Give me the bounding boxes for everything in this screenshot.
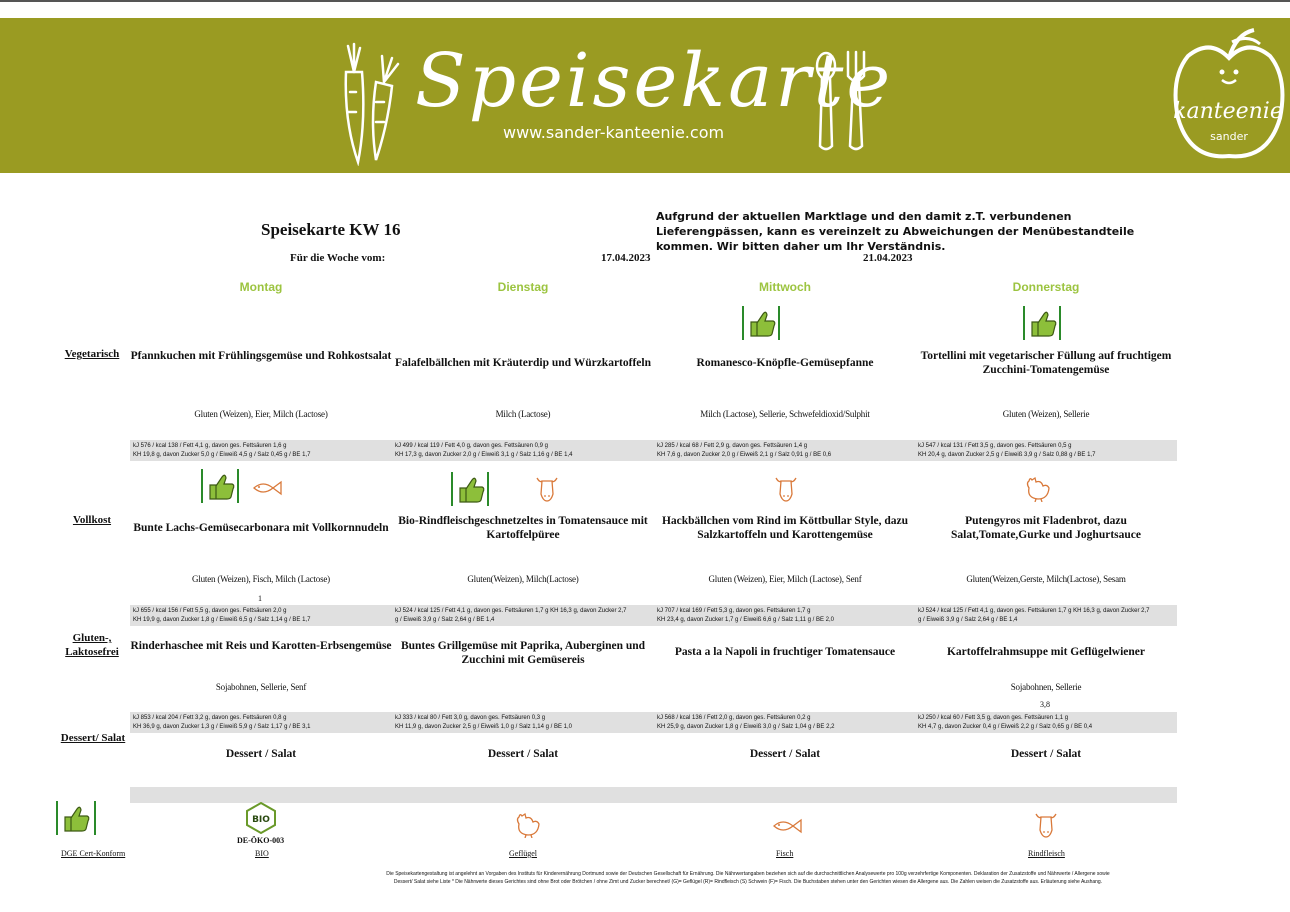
kanteenie-logo xyxy=(1170,28,1288,168)
dish-veg-tuesday: Falafelbällchen mit Kräuterdip und Würzkartoffeln xyxy=(395,357,651,369)
nutrition-vollkost-thursday: kJ 524 / kcal 125 / Fett 4,1 g, davon ges. Fettsäuren 1,7 g KH 16,3 g, davon Zucker 2,7 g / Eiweiß 3,9 g / Salz 2,64 g / BE 1,4 xyxy=(918,608,1150,623)
dish-glutenfree-wednesday: Pasta a la Napoli in fruchtiger Tomatensauce xyxy=(674,646,896,658)
dge-badge xyxy=(1023,306,1061,340)
nutrition-vollkost-monday: kJ 655 / kcal 156 / Fett 5,5 g, davon ges. Fettsäuren 2,0 g KH 19,9 g, davon Zucker 1,8 g / Eiweiß 6,5 g / Salz 1,14 g / BE 1,7 xyxy=(133,608,311,623)
day-thursday: Donnerstag xyxy=(1012,280,1080,294)
dge-badge xyxy=(451,472,489,506)
legend-dge: DGE Cert-Konform xyxy=(61,849,126,858)
carrots-icon xyxy=(336,42,408,166)
for-week-label: Für die Woche vom: xyxy=(290,252,386,264)
chicken-icon xyxy=(513,810,543,838)
dish-dessert-monday: Dessert / Salat xyxy=(225,748,297,760)
nutrition-glutenfree-monday: kJ 853 / kcal 204 / Fett 3,2 g, davon ges. Fettsäuren 0,8 g KH 36,9 g, davon Zucker 1,3 g / Eiweiß 5,9 g / Salz 1,17 g / BE 3,1 xyxy=(133,715,311,730)
nutrition-glutenfree-tuesday: kJ 333 / kcal 80 / Fett 3,0 g, davon ges. Fettsäuren 0,3 g KH 11,9 g, davon Zucker 2,5 g / Eiweiß 1,0 g / Salz 1,14 g / BE 1,0 xyxy=(395,715,572,730)
supply-notice: Aufgrund der aktuellen Marktlage und den damit z.T. verbundenen Lieferengpässen, kann es vereinzelt zu Abweichungen der Menübestandteile kommen. Wir bitten daher um Ihr Verständnis. xyxy=(656,210,1135,253)
dish-glutenfree-tuesday: Buntes Grillgemüse mit Paprika, Auberginen und Zucchini mit Gemüsereis xyxy=(400,640,646,666)
dge-badge xyxy=(201,469,239,503)
dish-vollkost-tuesday: Bio-Rindfleischgeschnetzeltes in Tomatensauce mit Kartoffelpüree xyxy=(398,515,648,541)
day-tuesday: Dienstag xyxy=(497,280,549,294)
footnote-line-2: Dessert/ Salat siehe Liste * Die Nährwerte dieses Gerichtes sind ohne Brot oder Brötchen / ohne Zimt und Zucker berechnet/ (G)= Geflügel (R)= Rindfleisch (S) Schwein (F)= Fisch. Die Buchstaben stehen unter den Gerichten wiesen die Allergene aus. Die Zahlen weisen die Zusatzstoffe aus. Erläuterung siehe Aushang. xyxy=(393,879,1103,885)
legend-bio: BIO xyxy=(255,849,269,858)
thumbs-up-icon xyxy=(744,306,778,340)
dish-veg-monday: Pfannkuchen mit Frühlingsgemüse und Rohkostsalat xyxy=(130,350,392,362)
allergens-veg-monday: Gluten (Weizen), Eier, Milch (Lactose) xyxy=(194,409,328,419)
dish-glutenfree-monday: Rinderhaschee mit Reis und Karotten-Erbsengemüse xyxy=(130,640,392,652)
allergens-vollkost-thursday: Gluten(Weizen,Gerste, Milch(Lactose), Sesam xyxy=(966,574,1126,584)
dish-veg-wednesday: Romanesco-Knöpfle-Gemüsepfanne xyxy=(696,357,874,369)
legend-rind: Rindfleisch xyxy=(1028,849,1065,858)
allergens-veg-tuesday: Milch (Lactose) xyxy=(495,409,551,419)
nutrition-veg-thursday: kJ 547 / kcal 131 / Fett 3,5 g, davon ges. Fettsäuren 0,5 g KH 20,4 g, davon Zucker 2,5 g / Eiweiß 3,9 g / Salz 0,88 g / BE 1,7 xyxy=(918,443,1096,458)
footnote-line-1: Die Speisekartengestaltung ist angelehnt an Vorgaben des Instituts für Kinderernährung Dortmund sowie der Deutschen Gesellschaft für Ernährung. Die Nährwertangaben beziehen sich auf die durchschnittlichen Analysewerte pro 100g verzehrfertige Komponenten. Deklaration der Zusatzstoffe und Nährwerte / Allergene sowie xyxy=(386,871,1110,877)
footnote xyxy=(343,870,1153,886)
banner-url[interactable]: www.sander-kanteenie.com xyxy=(503,123,725,142)
thumbs-up-icon xyxy=(203,469,237,503)
category-dessert: Dessert/ Salat xyxy=(60,732,126,744)
category-gluten-free: Gluten-, Laktosefrei xyxy=(65,632,119,658)
end-date: 21.04.2023 xyxy=(863,252,913,264)
dish-dessert-tuesday: Dessert / Salat xyxy=(487,748,559,760)
nutrition-veg-monday: kJ 576 / kcal 138 / Fett 4,1 g, davon ges. Fettsäuren 1,6 g KH 19,8 g, davon Zucker 5,0 g / Eiweiß 4,5 g / Salz 0,45 g / BE 1,7 xyxy=(133,443,311,458)
additive-note-vollkost: 1 xyxy=(258,594,262,603)
bio-code: DE-ÖKO-003 xyxy=(237,836,285,845)
dish-dessert-thursday: Dessert / Salat xyxy=(1010,748,1082,760)
dish-glutenfree-thursday: Kartoffelrahmsuppe mit Geflügelwiener xyxy=(946,646,1145,658)
legend-fisch: Fisch xyxy=(776,849,794,858)
logo-text: kanteenie xyxy=(1173,99,1283,124)
bio-seal-text: BIO xyxy=(252,815,270,825)
dish-veg-thursday: Tortellini mit vegetarischer Füllung auf fruchtigem Zucchini-Tomatengemüse xyxy=(920,350,1172,376)
additive-note-glutenfree: 3,8 xyxy=(1040,700,1050,709)
cutlery-icon xyxy=(808,46,878,158)
dish-vollkost-thursday: Putengyros mit Fladenbrot, dazu Salat,Tomate,Gurke und Joghurtsauce xyxy=(951,515,1141,541)
nutrition-glutenfree-thursday: kJ 250 / kcal 60 / Fett 3,5 g, davon ges. Fettsäuren 1,1 g KH 4,7 g, davon Zucker 0,4 g / Eiweiß 2,2 g / Salz 0,65 g / BE 0,4 xyxy=(918,715,1093,730)
thumbs-up-icon xyxy=(453,472,487,506)
fish-icon xyxy=(251,479,283,497)
logo-subtext: sander xyxy=(1210,130,1248,143)
category-vollkost: Vollkost xyxy=(72,514,112,526)
dish-dessert-wednesday: Dessert / Salat xyxy=(749,748,821,760)
bio-seal-icon xyxy=(245,802,277,834)
nutrition-veg-tuesday: kJ 499 / kcal 119 / Fett 4,0 g, davon ges. Fettsäuren 0,9 g KH 17,3 g, davon Zucker 2,0 g / Eiweiß 3,1 g / Salz 1,16 g / BE 1,4 xyxy=(395,443,573,458)
dge-legend-badge xyxy=(56,801,96,835)
thumbs-up-icon xyxy=(1025,306,1059,340)
cow-icon xyxy=(1033,810,1059,840)
day-monday: Montag xyxy=(239,280,283,294)
legend-gefluegel: Geflügel xyxy=(509,849,537,858)
top-rule xyxy=(0,0,1290,2)
empty-band xyxy=(130,787,1177,803)
nutrition-vollkost-wednesday: kJ 707 / kcal 169 / Fett 5,3 g, davon ges. Fettsäuren 1,7 g KH 23,4 g, davon Zucker 1,7 g / Eiweiß 6,6 g / Salz 1,11 g / BE 2,0 xyxy=(657,608,834,623)
allergens-vollkost-tuesday: Gluten(Weizen), Milch(Lactose) xyxy=(467,574,579,584)
allergens-glutenfree-thursday: Sojabohnen, Sellerie xyxy=(1010,682,1082,692)
cow-icon xyxy=(773,474,799,504)
dge-badge xyxy=(742,306,780,340)
cow-icon xyxy=(534,474,560,504)
thumbs-up-icon xyxy=(58,801,94,835)
allergens-vollkost-monday: Gluten (Weizen), Fisch, Milch (Lactose) xyxy=(192,574,330,584)
allergens-veg-thursday: Gluten (Weizen), Sellerie xyxy=(1002,409,1090,419)
nutrition-vollkost-tuesday: kJ 524 / kcal 125 / Fett 4,1 g, davon ges. Fettsäuren 1,7 g KH 16,3 g, davon Zucker 2,7 g / Eiweiß 3,9 g / Salz 2,64 g / BE 1,4 xyxy=(395,608,627,623)
allergens-vollkost-wednesday: Gluten (Weizen), Eier, Milch (Lactose), Senf xyxy=(708,574,862,584)
category-vegetarian: Vegetarisch xyxy=(64,348,120,360)
banner-title: Speisekarte xyxy=(415,38,894,124)
allergens-veg-wednesday: Milch (Lactose), Sellerie, Schwefeldioxid/Sulphit xyxy=(700,409,870,419)
start-date: 17.04.2023 xyxy=(601,252,651,264)
week-title: Speisekarte KW 16 xyxy=(261,220,401,239)
nutrition-veg-wednesday: kJ 285 / kcal 68 / Fett 2,9 g, davon ges. Fettsäuren 1,4 g KH 7,6 g, davon Zucker 2,0 g / Eiweiß 2,1 g / Salz 0,91 g / BE 0,6 xyxy=(657,443,832,458)
allergens-glutenfree-monday: Sojabohnen, Sellerie, Senf xyxy=(215,682,307,692)
dish-vollkost-monday: Bunte Lachs-Gemüsecarbonara mit Vollkornnudeln xyxy=(133,522,389,534)
dish-vollkost-wednesday: Hackbällchen vom Rind im Köttbullar Style, dazu Salzkartoffeln und Karottengemüse xyxy=(661,515,909,541)
chicken-icon xyxy=(1023,474,1053,502)
header-banner xyxy=(0,18,1290,173)
fish-icon xyxy=(771,817,803,835)
nutrition-glutenfree-wednesday: kJ 568 / kcal 136 / Fett 2,0 g, davon ges. Fettsäuren 0,2 g KH 25,9 g, davon Zucker 1,8 g / Eiweiß 3,0 g / Salz 1,04 g / BE 2,2 xyxy=(657,715,835,730)
day-wednesday: Mittwoch xyxy=(759,280,811,294)
